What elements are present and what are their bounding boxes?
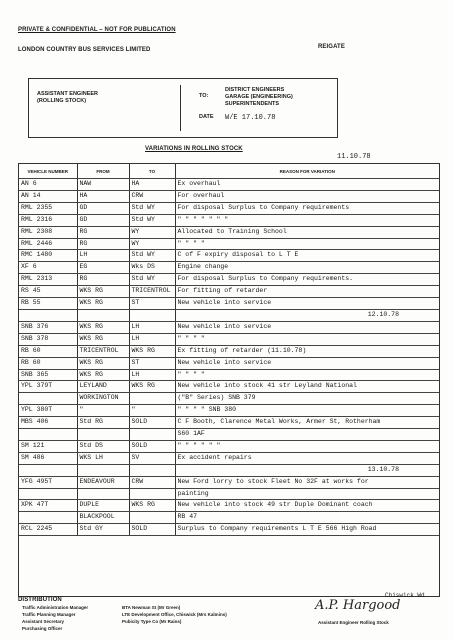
to-cell: ST xyxy=(129,298,175,310)
vehicle-number-cell xyxy=(19,512,77,524)
to-cell xyxy=(129,393,175,405)
to-cell: SOLD xyxy=(129,440,175,452)
reason-cell: Allocated to Training School xyxy=(175,226,439,238)
to-cell: SOLD xyxy=(129,524,175,536)
reason-cell: S60 1AF xyxy=(175,429,439,441)
table-row xyxy=(19,452,439,464)
reason-cell: New vehicle into service xyxy=(175,357,439,369)
reason-cell: For fitting of retarder xyxy=(175,286,439,298)
vehicle-number-cell: MBS 406 xyxy=(19,417,77,429)
vehicle-number-cell: RB 60 xyxy=(19,345,77,357)
reason-cell: For overhaul xyxy=(175,190,439,202)
from-cell: GD xyxy=(77,214,129,226)
from-cell: RG xyxy=(77,226,129,238)
from-cell: WKS RG xyxy=(77,333,129,345)
table-row xyxy=(19,190,439,202)
memo-date-label: DATE xyxy=(199,114,214,120)
vehicle-number-cell: SNB 378 xyxy=(19,333,77,345)
to-cell: HA xyxy=(129,179,175,191)
table-row xyxy=(19,524,439,536)
memo-box xyxy=(28,78,338,138)
from-cell: Std DS xyxy=(77,440,129,452)
from-cell: Std RG xyxy=(77,417,129,429)
from-cell: BLACKPOOL xyxy=(77,512,129,524)
to-cell: Std WY xyxy=(129,202,175,214)
distribution-line: Pubicity Type Co (Mr Rains) xyxy=(122,619,182,624)
vehicle-number-cell: RML 2446 xyxy=(19,238,77,250)
col-from: FROM xyxy=(77,164,129,179)
reason-cell: " " " " xyxy=(175,238,439,250)
from-cell: LEYLAND xyxy=(77,381,129,393)
signatory-title: Assistant Engineer Rolling Stock xyxy=(318,620,389,625)
reason-cell: ("B" Series) SNB 379 xyxy=(175,393,439,405)
from-cell: TRICENTROL xyxy=(77,345,129,357)
table-header xyxy=(19,164,439,179)
vehicle-number-cell: RCL 2245 xyxy=(19,524,77,536)
col-reason: REASON FOR VARIATION xyxy=(175,164,439,179)
distribution-line: Traffic Planning Manager xyxy=(22,612,76,617)
to-cell: SV xyxy=(129,452,175,464)
table-row xyxy=(19,214,439,226)
page-title: VARIATIONS IN ROLLING STOCK xyxy=(145,146,243,152)
distribution-tail: Chiswick Wd xyxy=(385,592,425,599)
vehicle-number-cell: RML 2316 xyxy=(19,214,77,226)
vehicle-number-cell: AN 6 xyxy=(19,179,77,191)
table-row xyxy=(19,464,439,476)
reason-cell: RB 47 xyxy=(175,512,439,524)
reason-cell: " " " " " " " xyxy=(175,214,439,226)
to-cell xyxy=(129,488,175,500)
to-cell: " xyxy=(129,405,175,417)
table-row xyxy=(19,357,439,369)
vehicle-number-cell: YPL 380T xyxy=(19,405,77,417)
to-cell: SOLD xyxy=(129,417,175,429)
reason-cell: 13.10.78 xyxy=(175,464,439,476)
variations-table xyxy=(18,163,440,597)
vehicle-number-cell: RML 2355 xyxy=(19,202,77,214)
from-cell: HA xyxy=(77,190,129,202)
reason-cell: C of F expiry disposal to L T E xyxy=(175,250,439,262)
reason-cell: New vehicle into service xyxy=(175,298,439,310)
col-to: TO xyxy=(129,164,175,179)
to-cell: WY xyxy=(129,226,175,238)
vehicle-number-cell xyxy=(19,429,77,441)
vehicle-number-cell: RMC 1480 xyxy=(19,250,77,262)
reason-cell: Ex fitting of retarder (11.10.78) xyxy=(175,345,439,357)
to-cell: Std WY xyxy=(129,250,175,262)
from-cell: WKS LH xyxy=(77,452,129,464)
vehicle-number-cell: RML 2308 xyxy=(19,226,77,238)
from-cell: Std GY xyxy=(77,524,129,536)
to-cell: Std WY xyxy=(129,274,175,286)
from-cell: WKS RG xyxy=(77,369,129,381)
to-cell: LH xyxy=(129,321,175,333)
table-row xyxy=(19,179,439,191)
memo-to-label: TO: xyxy=(199,93,209,99)
memo-date: W/E 17.10.78 xyxy=(225,114,276,122)
from-cell xyxy=(77,464,129,476)
from-cell: " xyxy=(77,405,129,417)
table-row xyxy=(19,309,439,321)
table-row xyxy=(19,286,439,298)
distribution-line: Purchasing Officer xyxy=(22,626,63,631)
vehicle-number-cell xyxy=(19,393,77,405)
vehicle-number-cell: YPL 379T xyxy=(19,381,77,393)
reason-cell: painting xyxy=(175,488,439,500)
table-row xyxy=(19,512,439,524)
reason-cell: 12.10.78 xyxy=(175,309,439,321)
table-row xyxy=(19,405,439,417)
distribution-label: DISTRIBUTION xyxy=(18,597,62,603)
to-cell: CRW xyxy=(129,476,175,488)
location: REIGATE xyxy=(318,44,345,50)
from-cell xyxy=(77,429,129,441)
reason-cell: For disposal Surplus to Company requirements. xyxy=(175,274,439,286)
vehicle-number-cell xyxy=(19,309,77,321)
reason-cell: Surplus to Company requirements L T E 566 High Road xyxy=(175,524,439,536)
reason-cell: New vehicle into stock 49 str Duple Dominant coach xyxy=(175,500,439,512)
distribution-line: Assistant Secretary xyxy=(22,619,65,624)
table-row xyxy=(19,381,439,393)
vehicle-number-cell: SM 121 xyxy=(19,440,77,452)
table-row xyxy=(19,429,439,441)
confidential-notice: PRIVATE & CONFIDENTIAL – NOT FOR PUBLICATION xyxy=(18,27,176,33)
reason-cell: " " " " xyxy=(175,333,439,345)
reason-cell: Ex overhaul xyxy=(175,179,439,191)
vehicle-number-cell: YFG 495T xyxy=(19,476,77,488)
memo-from: ASSISTANT ENGINEER (ROLLING STOCK) xyxy=(37,91,99,104)
vehicle-number-cell: XF 6 xyxy=(19,262,77,274)
to-cell xyxy=(129,512,175,524)
memo-divider xyxy=(180,85,181,131)
reason-cell: For disposal Surplus to Company requirements xyxy=(175,202,439,214)
to-cell xyxy=(129,464,175,476)
to-cell: WY xyxy=(129,238,175,250)
to-cell xyxy=(129,429,175,441)
from-cell: WKS RG xyxy=(77,286,129,298)
to-cell xyxy=(129,309,175,321)
to-cell: Std WY xyxy=(129,214,175,226)
reason-cell: New vehicle into stock 41 str Leyland National xyxy=(175,381,439,393)
from-cell: ENDEAVOUR xyxy=(77,476,129,488)
to-cell: ST xyxy=(129,357,175,369)
from-cell: LH xyxy=(77,250,129,262)
from-cell xyxy=(77,309,129,321)
from-cell: WKS RG xyxy=(77,321,129,333)
table-row xyxy=(19,298,439,310)
table-row xyxy=(19,274,439,286)
vehicle-number-cell: SM 486 xyxy=(19,452,77,464)
company-name: LONDON COUNTRY BUS SERVICES LIMITED xyxy=(18,47,151,53)
reason-cell: Ex accident repairs xyxy=(175,452,439,464)
to-cell: WKS RG xyxy=(129,345,175,357)
vehicle-number-cell: RB 55 xyxy=(19,298,77,310)
table-row xyxy=(19,488,439,500)
from-cell: RG xyxy=(77,274,129,286)
to-cell: CRW xyxy=(129,190,175,202)
distribution-line: Traffic Administration Manager xyxy=(22,605,89,610)
from-cell xyxy=(77,488,129,500)
table-row xyxy=(19,262,439,274)
vehicle-number-cell: SNB 365 xyxy=(19,369,77,381)
vehicle-number-cell: RB 60 xyxy=(19,357,77,369)
from-cell: NAW xyxy=(77,179,129,191)
distribution-line: LTE Development Office, Chiswick (Mrs Kalmins) xyxy=(122,612,227,617)
table-row xyxy=(19,500,439,512)
to-cell: Wks DS xyxy=(129,262,175,274)
vehicle-number-cell: SNB 376 xyxy=(19,321,77,333)
to-cell: LH xyxy=(129,333,175,345)
from-cell: WKS RG xyxy=(77,298,129,310)
to-cell: WKS RG xyxy=(129,381,175,393)
table-row xyxy=(19,238,439,250)
table-row xyxy=(19,202,439,214)
from-cell: DUPLE xyxy=(77,500,129,512)
reason-cell: New Ford lorry to stock Fleet No 32F at works for xyxy=(175,476,439,488)
signature: A.P. Hargood xyxy=(315,598,401,613)
reason-cell: " " " " xyxy=(175,369,439,381)
table-row xyxy=(19,369,439,381)
reason-cell: " " " " " " xyxy=(175,440,439,452)
reason-cell: " " " " SNB 380 xyxy=(175,405,439,417)
memo-to: DISTRICT ENGINEERS GARAGE (ENGINEERING) SUPERINTENDENTS xyxy=(225,87,293,107)
table-row xyxy=(19,226,439,238)
reason-cell: Engine change xyxy=(175,262,439,274)
table-row xyxy=(19,417,439,429)
from-cell: EG xyxy=(77,262,129,274)
to-cell: WKS RG xyxy=(129,500,175,512)
vehicle-number-cell: RS 45 xyxy=(19,286,77,298)
table-row xyxy=(19,393,439,405)
vehicle-number-cell: AN 14 xyxy=(19,190,77,202)
reason-cell: New vehicle into service xyxy=(175,321,439,333)
to-cell: LH xyxy=(129,369,175,381)
vehicle-number-cell xyxy=(19,464,77,476)
col-vehicle-number: VEHICLE NUMBER xyxy=(19,164,77,179)
from-cell: WORKINGTON xyxy=(77,393,129,405)
top-date: 11.10.78 xyxy=(337,153,371,161)
from-cell: WKS RG xyxy=(77,357,129,369)
distribution-line: BTA Newman St (Mr Green) xyxy=(122,605,181,610)
vehicle-number-cell: XPK 47T xyxy=(19,500,77,512)
table-row xyxy=(19,321,439,333)
vehicle-number-cell: RML 2313 xyxy=(19,274,77,286)
table-row xyxy=(19,476,439,488)
reason-cell: C F Booth, Clarence Metal Works, Armer St, Rotherham xyxy=(175,417,439,429)
from-cell: RG xyxy=(77,238,129,250)
table-row xyxy=(19,250,439,262)
table-row xyxy=(19,333,439,345)
to-cell: TRICENTROL xyxy=(129,286,175,298)
vehicle-number-cell xyxy=(19,488,77,500)
table-row xyxy=(19,440,439,452)
table-row xyxy=(19,345,439,357)
from-cell: GD xyxy=(77,202,129,214)
